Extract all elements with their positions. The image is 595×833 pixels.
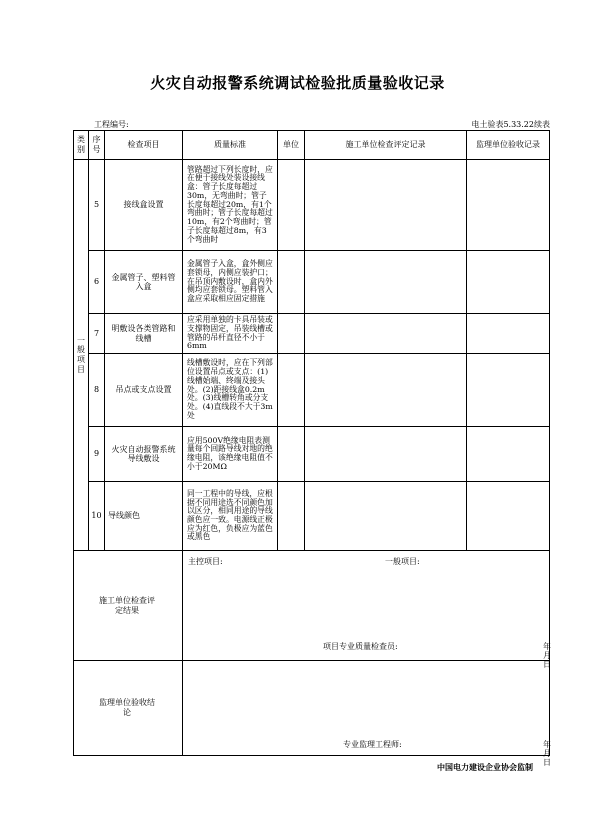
header-construction-record: 施工单位检查评定记录 <box>305 131 467 160</box>
standard-cell: 应采用单独的卡具吊装或支撑物固定，吊装线槽或管路的吊杆直径不小于6mm <box>183 314 278 354</box>
header-item: 检查项目 <box>105 131 183 160</box>
seq-cell: 9 <box>89 427 105 482</box>
quality-inspector-label: 项目专业质量检查员: <box>323 642 398 651</box>
category-cell: 一般项目 <box>74 160 89 551</box>
standard-cell: 管路超过下列长度时，应在便于接线处装设接线盒：管子长度每超过30m，无弯曲时；管子长度每超过20m，有1个弯曲时；管子长度每超过10m，有2个弯曲时；管子长度每超过8m，有3个弯曲时 <box>183 160 278 251</box>
seq-cell: 7 <box>89 314 105 354</box>
project-number-label: 工程编号: <box>94 120 129 129</box>
supervisor-conclusion-label: 监理单位验收结论 <box>74 661 183 756</box>
unit-cell[interactable] <box>278 482 305 551</box>
construction-record-cell[interactable] <box>305 251 467 314</box>
unit-cell[interactable] <box>278 354 305 427</box>
supervisor-date: 年 月 日 <box>543 740 559 768</box>
table-row <box>74 251 550 314</box>
construction-date: 年 月 日 <box>543 642 559 670</box>
item-cell: 吊点或支点设置 <box>105 354 183 427</box>
main-items-label: 主控项目: <box>188 557 223 566</box>
unit-cell[interactable] <box>278 314 305 354</box>
header-standard: 质量标准 <box>183 131 278 160</box>
seq-cell: 10 <box>89 482 105 551</box>
table-row <box>74 354 550 427</box>
item-cell: 导线颜色 <box>105 482 183 551</box>
header-row <box>74 131 550 160</box>
construction-record-cell[interactable] <box>305 160 467 251</box>
construction-conclusion-area[interactable] <box>183 551 559 670</box>
header-category: 类别 <box>74 131 89 160</box>
construction-record-cell[interactable] <box>305 482 467 551</box>
supervisor-record-cell[interactable] <box>467 160 550 251</box>
header-unit: 单位 <box>278 131 305 160</box>
page-title: 火灾自动报警系统调试检验批质量验收记录 <box>150 74 445 92</box>
supervisor-conclusion-row <box>74 661 550 756</box>
header-seq: 序号 <box>89 131 105 160</box>
standard-cell: 应用500V绝缘电阻表测量每个回路导线对地的绝缘电阻，该绝缘电阻值不小于20MΩ <box>183 427 278 482</box>
standard-cell: 同一工程中的导线，应根据不同用途选不同颜色加以区分，相同用途的导线颜色应一致。电源线正极应为红色，负极应为蓝色或黑色 <box>183 482 278 551</box>
table-row <box>74 314 550 354</box>
unit-cell[interactable] <box>278 427 305 482</box>
construction-conclusion-row <box>74 551 550 661</box>
supervisor-record-cell[interactable] <box>467 354 550 427</box>
supervisor-record-cell[interactable] <box>467 314 550 354</box>
supervising-engineer-label: 专业监理工程师: <box>343 740 402 749</box>
header-supervisor-record: 监理单位验收记录 <box>467 131 550 160</box>
construction-record-cell[interactable] <box>305 354 467 427</box>
table-row <box>74 427 550 482</box>
supervisor-record-cell[interactable] <box>467 427 550 482</box>
item-cell: 接线盒设置 <box>105 160 183 251</box>
issuer-footer: 中国电力建设企业协会监制 <box>437 763 533 772</box>
item-cell: 明敷设各类管路和线槽 <box>105 314 183 354</box>
construction-conclusion-label: 施工单位检查评定结果 <box>74 551 183 661</box>
unit-cell[interactable] <box>278 251 305 314</box>
construction-record-cell[interactable] <box>305 314 467 354</box>
seq-cell: 8 <box>89 354 105 427</box>
standard-cell: 金属管子入盒，盒外侧应套锁母，内侧应装护口；在吊顶内敷设时，盒内外侧均应套锁母。塑料管入盒应采取相应固定措施 <box>183 251 278 314</box>
supervisor-record-cell[interactable] <box>467 251 550 314</box>
unit-cell[interactable] <box>278 160 305 251</box>
seq-cell: 5 <box>89 160 105 251</box>
table-row <box>74 160 550 251</box>
item-cell: 火灾自动报警系统导线敷设 <box>105 427 183 482</box>
table-row <box>74 482 550 551</box>
item-cell: 金属管子、塑料管入盒 <box>105 251 183 314</box>
construction-record-cell[interactable] <box>305 427 467 482</box>
form-number: 电土验表5.33.22续表 <box>471 120 550 129</box>
seq-cell: 6 <box>89 251 105 314</box>
standard-cell: 线槽敷设时，应在下列部位设置吊点或支点：(1)线槽始端、终端及接头处。(2)距接线盒0.2m处。(3)线槽转角或分支处。(4)直线段不大于3m处 <box>183 354 278 427</box>
general-items-label: 一般项目: <box>385 557 420 566</box>
supervisor-record-cell[interactable] <box>467 482 550 551</box>
